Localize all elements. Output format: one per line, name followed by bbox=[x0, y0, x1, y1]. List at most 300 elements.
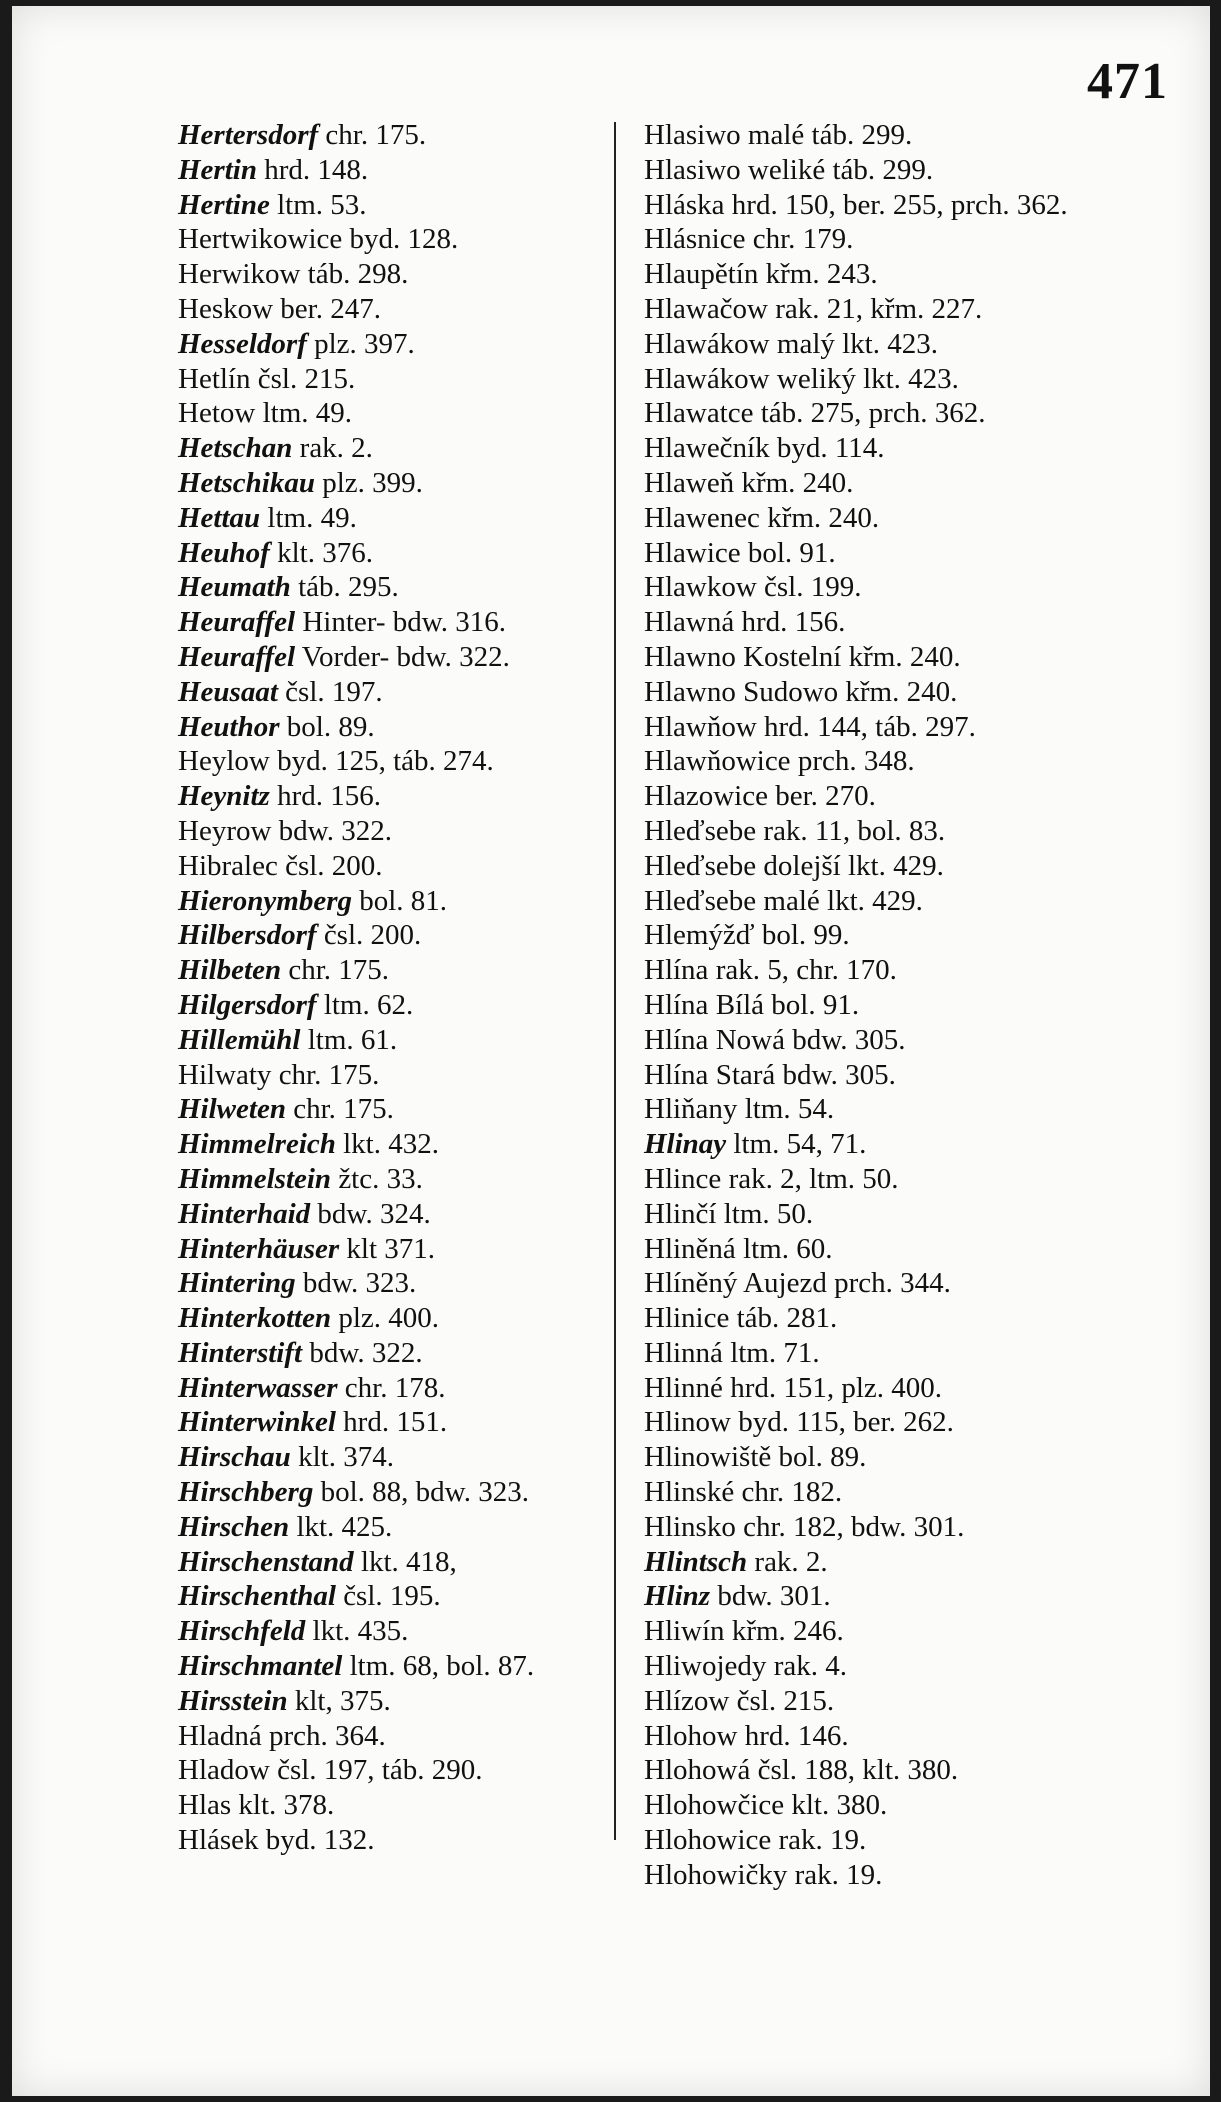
entry-reference: chr. 182, bdw. 301. bbox=[735, 1510, 965, 1543]
place-name: Hlína bbox=[644, 954, 709, 987]
index-entry bbox=[644, 1371, 1084, 1406]
place-name: Hlazowice bbox=[644, 780, 768, 813]
index-entry bbox=[178, 953, 598, 988]
entry-reference: Stará bdw. 305. bbox=[708, 1058, 896, 1091]
entry-reference: lkt. 418, bbox=[353, 1545, 457, 1578]
page-number: 471 bbox=[1087, 53, 1168, 110]
entry-reference: rak. 2, ltm. 50. bbox=[721, 1162, 899, 1195]
index-entry bbox=[644, 1545, 1084, 1580]
entry-reference: rak. 4. bbox=[766, 1650, 847, 1683]
place-name: Hlohow bbox=[644, 1719, 738, 1752]
place-name: Hilgersdorf bbox=[178, 988, 317, 1021]
place-name: Heuhof bbox=[178, 536, 270, 569]
place-name: Hláska bbox=[644, 188, 725, 221]
index-entry bbox=[644, 118, 1084, 153]
entry-reference: čsl. 215. bbox=[729, 1684, 835, 1717]
entry-reference: čsl. 215. bbox=[250, 362, 356, 395]
place-name: Hillemühl bbox=[178, 1023, 301, 1056]
index-entry bbox=[178, 605, 598, 640]
index-entry bbox=[178, 570, 598, 605]
place-name: Hleďsebe bbox=[644, 814, 757, 847]
place-name: Hirschberg bbox=[178, 1476, 314, 1509]
entry-reference: táb. 281. bbox=[729, 1302, 838, 1335]
index-entry bbox=[644, 953, 1084, 988]
index-entry bbox=[178, 1649, 598, 1684]
entry-reference: hrd. 144, táb. 297. bbox=[756, 710, 976, 743]
index-entry bbox=[178, 1719, 598, 1754]
index-entry bbox=[644, 1510, 1084, 1545]
index-entry bbox=[178, 327, 598, 362]
entry-reference: ltm. 62. bbox=[316, 988, 414, 1021]
entry-reference: rak. 19. bbox=[787, 1858, 883, 1891]
index-entry bbox=[644, 362, 1084, 397]
place-name: Hladow bbox=[178, 1754, 270, 1787]
entry-reference: weliké táb. 299. bbox=[740, 153, 934, 186]
entry-reference: chr. 182. bbox=[734, 1476, 843, 1509]
index-entry bbox=[178, 1162, 598, 1197]
entry-reference: ltm. 60. bbox=[735, 1232, 833, 1265]
index-entry bbox=[644, 396, 1084, 431]
index-entry bbox=[178, 1127, 598, 1162]
entry-reference: klt. 378. bbox=[231, 1789, 335, 1822]
place-name: Hlasiwo bbox=[644, 119, 741, 151]
entry-reference: ltm. 54, 71. bbox=[726, 1128, 867, 1161]
index-entry bbox=[178, 1545, 598, 1580]
entry-reference: ltm. 50. bbox=[716, 1197, 814, 1230]
entry-reference: bol. 99. bbox=[754, 919, 850, 952]
entry-reference: bol. 91. bbox=[740, 536, 836, 569]
place-name: Hetlín bbox=[178, 362, 251, 395]
entry-reference: klt. 374. bbox=[290, 1441, 394, 1474]
index-entry bbox=[644, 1266, 1084, 1301]
index-entry bbox=[644, 1475, 1084, 1510]
entry-reference: dolejší lkt. 429. bbox=[756, 849, 944, 882]
index-entry bbox=[644, 988, 1084, 1023]
entry-reference: rak. 21, křm. 227. bbox=[768, 292, 983, 325]
index-entry bbox=[178, 744, 598, 779]
place-name: Hlinowiště bbox=[644, 1441, 772, 1474]
index-entry bbox=[644, 1336, 1084, 1371]
entry-reference: Nowá bdw. 305. bbox=[708, 1023, 906, 1056]
index-entry bbox=[178, 153, 598, 188]
index-entry bbox=[644, 605, 1084, 640]
place-name: Hertin bbox=[178, 153, 257, 186]
index-entry bbox=[178, 257, 598, 292]
entry-reference: žtc. 33. bbox=[331, 1162, 423, 1195]
place-name: Hinterhaid bbox=[178, 1197, 311, 1230]
index-entry bbox=[178, 1440, 598, 1475]
place-name: Heylow bbox=[178, 745, 270, 778]
entry-reference: ber. 247. bbox=[273, 292, 381, 325]
index-entry bbox=[644, 744, 1084, 779]
place-name: Heyrow bbox=[178, 814, 272, 847]
place-name: Hintering bbox=[178, 1267, 296, 1300]
entry-reference: hrd. 150, ber. 255, prch. 362. bbox=[724, 188, 1068, 221]
entry-reference: rak. 2. bbox=[747, 1545, 828, 1578]
index-entry bbox=[178, 362, 598, 397]
place-name: Hirschenstand bbox=[178, 1545, 354, 1578]
entry-reference: křm. 240. bbox=[734, 466, 854, 499]
entry-reference: lkt. 432. bbox=[335, 1128, 439, 1161]
place-name: Hliwojedy bbox=[644, 1650, 767, 1683]
entry-reference: plz. 400. bbox=[331, 1302, 440, 1335]
entry-reference: lkt. 435. bbox=[305, 1615, 409, 1648]
place-name: Hieronymberg bbox=[178, 884, 352, 917]
place-name: Hlasiwo bbox=[644, 153, 741, 186]
entry-reference: křm. 240. bbox=[759, 501, 880, 534]
place-name: Hlinow bbox=[644, 1406, 731, 1439]
place-name: Hirschenthal bbox=[178, 1580, 336, 1613]
entry-reference: lkt. 425. bbox=[289, 1510, 393, 1543]
index-entry bbox=[644, 257, 1084, 292]
place-name: Heynitz bbox=[178, 780, 270, 813]
entry-reference: hrd. 151, plz. 400. bbox=[722, 1371, 943, 1404]
index-entry bbox=[644, 1232, 1084, 1267]
entry-reference: čsl. 195. bbox=[335, 1580, 441, 1613]
index-entry bbox=[178, 1788, 598, 1823]
index-entry bbox=[178, 1058, 598, 1093]
entry-reference: rak. 2. bbox=[292, 432, 373, 465]
entry-reference: chr. 175. bbox=[271, 1058, 380, 1091]
place-name: Hirschau bbox=[178, 1441, 291, 1474]
entry-reference: bol. 89. bbox=[771, 1441, 867, 1474]
index-entry bbox=[178, 466, 598, 501]
index-entry bbox=[644, 188, 1084, 223]
index-entry bbox=[644, 918, 1084, 953]
index-entry bbox=[644, 1614, 1084, 1649]
index-entry bbox=[644, 640, 1084, 675]
entry-reference: táb. 298. bbox=[300, 258, 409, 291]
index-entry bbox=[644, 1301, 1084, 1336]
place-name: Hinterstift bbox=[178, 1336, 303, 1369]
entry-reference: ltm. 54. bbox=[737, 1093, 835, 1126]
index-entry bbox=[644, 536, 1084, 571]
place-name: Hlawkow bbox=[644, 571, 757, 604]
index-entry bbox=[178, 1197, 598, 1232]
entry-reference: klt 371. bbox=[339, 1232, 436, 1265]
place-name: Hlohowčice bbox=[644, 1789, 785, 1822]
entry-reference: táb. 295. bbox=[290, 571, 399, 604]
place-name: Hinterkotten bbox=[178, 1302, 332, 1335]
index-entry bbox=[644, 1719, 1084, 1754]
entry-reference: táb. 275, prch. 362. bbox=[753, 397, 986, 430]
entry-reference: chr. 178. bbox=[337, 1371, 446, 1404]
index-entry bbox=[644, 1823, 1084, 1858]
entry-reference: čsl. 197, táb. 290. bbox=[269, 1754, 483, 1787]
index-entry bbox=[178, 1684, 598, 1719]
entry-reference: prch. 364. bbox=[261, 1719, 386, 1752]
place-name: Hlíněný bbox=[644, 1267, 738, 1300]
place-name: Hlohowičky bbox=[644, 1858, 788, 1891]
entry-reference: Vorder- bdw. 322. bbox=[295, 640, 510, 673]
entry-reference: hrd. 156. bbox=[734, 606, 846, 639]
entry-reference: bol. 81. bbox=[352, 884, 448, 917]
entry-reference: křm. 243. bbox=[758, 258, 878, 291]
place-name: Hlinsko bbox=[644, 1510, 736, 1543]
place-name: Hlína bbox=[644, 988, 709, 1021]
right-column bbox=[644, 118, 1084, 1893]
index-entry bbox=[644, 1197, 1084, 1232]
index-entry bbox=[178, 118, 598, 153]
index-entry bbox=[644, 153, 1084, 188]
index-entry bbox=[644, 1058, 1084, 1093]
index-entry bbox=[178, 1753, 598, 1788]
place-name: Hlawačow bbox=[644, 292, 769, 325]
place-name: Heskow bbox=[178, 292, 274, 325]
entry-reference: ltm. 68, bol. 87. bbox=[342, 1650, 535, 1683]
entry-reference: malé lkt. 429. bbox=[756, 884, 923, 917]
index-entry bbox=[644, 1440, 1084, 1475]
place-name: Hlawňow bbox=[644, 710, 757, 743]
place-name: Hliwín bbox=[644, 1615, 725, 1648]
index-entry bbox=[178, 292, 598, 327]
place-name: Hlawenec bbox=[644, 501, 760, 534]
entry-reference: bdw. 324. bbox=[310, 1197, 431, 1230]
index-entry bbox=[178, 988, 598, 1023]
place-name: Hlinice bbox=[644, 1302, 730, 1335]
place-name: Hlína bbox=[644, 1058, 709, 1091]
index-entry bbox=[178, 1371, 598, 1406]
place-name: Hlawákow bbox=[644, 327, 770, 360]
entry-reference: malé táb. 299. bbox=[740, 119, 913, 151]
place-name: Hilwaty bbox=[178, 1058, 272, 1091]
place-name: Hetschan bbox=[178, 432, 293, 465]
index-entry bbox=[644, 675, 1084, 710]
index-entry bbox=[178, 1301, 598, 1336]
place-name: Hlinz bbox=[644, 1580, 711, 1613]
entry-reference: hrd. 156. bbox=[269, 780, 382, 813]
place-name: Hertwikowice bbox=[178, 223, 343, 256]
book-page bbox=[12, 6, 1210, 2096]
place-name: Hilbeten bbox=[178, 954, 282, 987]
entry-reference: čsl. 188, klt. 380. bbox=[750, 1754, 959, 1787]
entry-reference: rak. 11, bol. 83. bbox=[756, 814, 946, 847]
index-entry bbox=[644, 1162, 1084, 1197]
entry-reference: rak. 19. bbox=[771, 1824, 867, 1857]
index-entry bbox=[178, 1614, 598, 1649]
index-entry bbox=[644, 1649, 1084, 1684]
entry-reference: weliký lkt. 423. bbox=[769, 362, 959, 395]
place-name: Hlawná bbox=[644, 606, 735, 639]
index-entry bbox=[644, 1753, 1084, 1788]
place-name: Hirschfeld bbox=[178, 1615, 306, 1648]
entry-reference: ltm. 53. bbox=[269, 188, 367, 221]
index-entry bbox=[644, 1127, 1084, 1162]
place-name: Hlintsch bbox=[644, 1545, 748, 1578]
place-name: Hilweten bbox=[178, 1093, 286, 1126]
entry-reference: čsl. 197. bbox=[277, 675, 383, 708]
entry-reference: chr. 175. bbox=[318, 119, 427, 151]
index-entry bbox=[644, 710, 1084, 745]
index-entry bbox=[644, 884, 1084, 919]
index-entry bbox=[644, 1788, 1084, 1823]
place-name: Hinterhäuser bbox=[178, 1232, 340, 1265]
place-name: Heumath bbox=[178, 571, 291, 604]
entry-reference: bdw. 322. bbox=[271, 814, 392, 847]
index-entry bbox=[178, 1092, 598, 1127]
place-name: Hesseldorf bbox=[178, 327, 307, 360]
index-entry bbox=[644, 222, 1084, 257]
place-name: Hetschikau bbox=[178, 466, 315, 499]
entry-reference: plz. 399. bbox=[314, 466, 423, 499]
index-entry bbox=[644, 1405, 1084, 1440]
place-name: Hlinčí bbox=[644, 1197, 717, 1230]
entry-reference: plz. 397. bbox=[306, 327, 415, 360]
place-name: Heuraffel bbox=[178, 606, 296, 639]
place-name: Hlinné bbox=[644, 1371, 723, 1404]
place-name: Hladná bbox=[178, 1719, 262, 1752]
entry-reference: hrd. 148. bbox=[256, 153, 369, 186]
place-name: Hirschen bbox=[178, 1510, 290, 1543]
column-divider bbox=[614, 122, 616, 1840]
entry-reference: bdw. 301. bbox=[710, 1580, 831, 1613]
index-entry bbox=[178, 222, 598, 257]
place-name: Hlaupětín bbox=[644, 258, 759, 291]
index-entry bbox=[178, 884, 598, 919]
index-entry bbox=[644, 431, 1084, 466]
index-entry bbox=[178, 188, 598, 223]
entry-reference: Aujezd prch. 344. bbox=[737, 1267, 951, 1300]
place-name: Hertersdorf bbox=[178, 119, 319, 151]
place-name: Hlawatce bbox=[644, 397, 754, 430]
entry-reference: bol. 89. bbox=[279, 710, 375, 743]
place-name: Hlinná bbox=[644, 1336, 723, 1369]
index-entry bbox=[178, 849, 598, 884]
index-entry bbox=[178, 1823, 598, 1858]
entry-reference: hrd. 146. bbox=[737, 1719, 849, 1752]
entry-reference: ltm. 49. bbox=[260, 501, 357, 534]
entry-reference: Sudowo křm. 240. bbox=[735, 675, 958, 708]
entry-reference: klt. 380. bbox=[784, 1789, 888, 1822]
entry-reference: bdw. 323. bbox=[295, 1267, 417, 1300]
entry-reference: bol. 88, bdw. 323. bbox=[313, 1476, 529, 1509]
index-entry bbox=[644, 501, 1084, 536]
index-entry bbox=[644, 779, 1084, 814]
place-name: Hlawečník bbox=[644, 432, 770, 465]
place-name: Hlína bbox=[644, 1023, 709, 1056]
entry-reference: ltm. 71. bbox=[722, 1336, 820, 1369]
index-entry bbox=[178, 1475, 598, 1510]
place-name: Hlawno bbox=[644, 675, 736, 708]
entry-reference: klt. 376. bbox=[269, 536, 373, 569]
place-name: Hlásek bbox=[178, 1824, 259, 1857]
index-entry bbox=[178, 431, 598, 466]
place-name: Himmelreich bbox=[178, 1128, 336, 1161]
index-entry bbox=[178, 1266, 598, 1301]
index-entry bbox=[644, 1023, 1084, 1058]
entry-reference: klt, 375. bbox=[287, 1684, 391, 1717]
entry-reference: Bílá bol. 91. bbox=[708, 988, 860, 1021]
place-name: Hinterwinkel bbox=[178, 1406, 336, 1439]
left-column bbox=[178, 118, 598, 1858]
entry-reference: čsl. 200. bbox=[316, 919, 422, 952]
index-entry bbox=[644, 849, 1084, 884]
place-name: Hilbersdorf bbox=[178, 919, 317, 952]
entry-reference: Hinter- bdw. 316. bbox=[295, 606, 507, 639]
place-name: Hirschmantel bbox=[178, 1650, 343, 1683]
entry-reference: čsl. 199. bbox=[756, 571, 862, 604]
place-name: Hlaweň bbox=[644, 466, 735, 499]
place-name: Hleďsebe bbox=[644, 884, 757, 917]
place-name: Hirsstein bbox=[178, 1684, 288, 1717]
place-name: Hlinské bbox=[644, 1476, 735, 1509]
entry-reference: prch. 348. bbox=[790, 745, 915, 778]
place-name: Heuthor bbox=[178, 710, 280, 743]
index-entry bbox=[644, 327, 1084, 362]
entry-reference: byd. 114. bbox=[769, 432, 885, 465]
entry-reference: byd. 115, ber. 262. bbox=[731, 1406, 954, 1439]
index-entry bbox=[178, 1336, 598, 1371]
place-name: Hetow bbox=[178, 397, 256, 430]
index-entry bbox=[178, 1023, 598, 1058]
index-entry bbox=[644, 1858, 1084, 1893]
place-name: Hlawno bbox=[644, 640, 736, 673]
index-entry bbox=[178, 710, 598, 745]
place-name: Hertine bbox=[178, 188, 270, 221]
place-name: Hliňany bbox=[644, 1093, 738, 1126]
entry-reference: chr. 175. bbox=[285, 1093, 394, 1126]
index-entry bbox=[178, 814, 598, 849]
place-name: Hlízow bbox=[644, 1684, 730, 1717]
index-entry bbox=[178, 536, 598, 571]
place-name: Hlinay bbox=[644, 1128, 727, 1161]
entry-reference: ltm. 61. bbox=[300, 1023, 398, 1056]
index-entry bbox=[644, 466, 1084, 501]
index-entry bbox=[178, 501, 598, 536]
index-entry bbox=[178, 1405, 598, 1440]
entry-reference: ltm. 49. bbox=[255, 397, 352, 430]
entry-reference: Kostelní křm. 240. bbox=[735, 640, 961, 673]
index-entry bbox=[644, 814, 1084, 849]
index-entry bbox=[644, 292, 1084, 327]
entry-reference: bdw. 322. bbox=[302, 1336, 423, 1369]
place-name: Hettau bbox=[178, 501, 261, 534]
index-entry bbox=[178, 1510, 598, 1545]
entry-reference: malý lkt. 423. bbox=[769, 327, 938, 360]
index-entry bbox=[178, 640, 598, 675]
place-name: Hlohowá bbox=[644, 1754, 751, 1787]
entry-reference: chr. 175. bbox=[281, 954, 390, 987]
place-name: Hlohowice bbox=[644, 1824, 772, 1857]
index-entry bbox=[644, 1579, 1084, 1614]
place-name: Herwikow bbox=[178, 258, 301, 291]
place-name: Hliněná bbox=[644, 1232, 736, 1265]
place-name: Hlawice bbox=[644, 536, 741, 569]
place-name: Hibralec bbox=[178, 849, 278, 882]
index-entry bbox=[644, 1092, 1084, 1127]
index-entry bbox=[178, 779, 598, 814]
place-name: Hlemýžď bbox=[644, 919, 755, 952]
place-name: Hlawňowice bbox=[644, 745, 791, 778]
index-entry bbox=[178, 1579, 598, 1614]
entry-reference: byd. 125, táb. 274. bbox=[269, 745, 494, 778]
index-entry bbox=[178, 918, 598, 953]
place-name: Hinterwasser bbox=[178, 1371, 338, 1404]
index-entry bbox=[178, 675, 598, 710]
index-entry bbox=[644, 1684, 1084, 1719]
place-name: Hlawákow bbox=[644, 362, 770, 395]
place-name: Heusaat bbox=[178, 675, 278, 708]
index-entry bbox=[178, 1232, 598, 1267]
place-name: Himmelstein bbox=[178, 1162, 332, 1195]
entry-reference: čsl. 200. bbox=[277, 849, 383, 882]
place-name: Heuraffel bbox=[178, 640, 296, 673]
index-entry bbox=[644, 570, 1084, 605]
entry-reference: ber. 270. bbox=[768, 780, 876, 813]
place-name: Hleďsebe bbox=[644, 849, 757, 882]
index-entry bbox=[178, 396, 598, 431]
entry-reference: rak. 5, chr. 170. bbox=[708, 954, 897, 987]
